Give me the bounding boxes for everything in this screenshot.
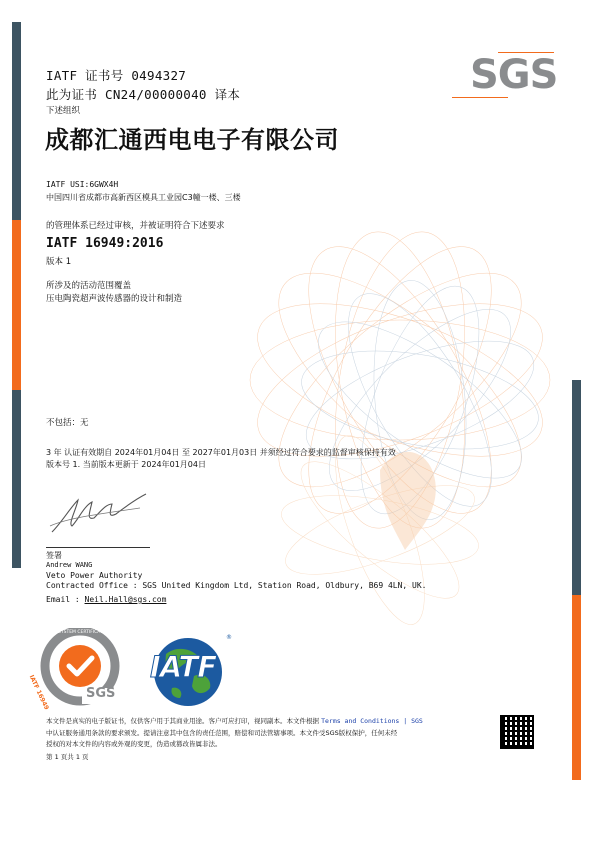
iatf-usi: IATF USI:6GWX4H	[46, 180, 119, 189]
exclusions-label: 不包括：	[46, 418, 81, 428]
right-bar-slate	[572, 380, 581, 595]
standard-name: IATF 16949:2016	[46, 236, 164, 251]
scope-intro: 所涉及的活动范围覆盖	[46, 281, 132, 291]
iatf-logo-text: IATF	[150, 650, 217, 684]
left-bar-orange	[12, 220, 21, 390]
exclusions-value: 无	[80, 418, 89, 428]
guilloche-watermark	[230, 170, 570, 640]
right-bar-orange	[572, 595, 581, 780]
left-bar-slate-top	[12, 22, 21, 220]
left-bar-slate-bottom	[12, 390, 21, 568]
certificate-number: IATF 证书号 0494327	[46, 68, 187, 83]
signatory-title: Veto Power Authority	[46, 571, 143, 580]
sgs-badge-top-text: SYSTEM CERTIFICATION	[58, 630, 111, 635]
sgs-badge-left-text: IATF 16949	[27, 674, 50, 712]
iatf-registered-mark: ®	[226, 634, 232, 641]
signatory-label: 签署	[46, 551, 62, 560]
company-address: 中国四川省成都市高新西区模具工业园C3幢一楼、三楼	[46, 193, 241, 202]
footer-notice	[46, 716, 496, 751]
signature-line	[46, 547, 150, 548]
footer-line-2: 中认证服务通用条款的要求颁发。提请注意其中包含的责任范围，赔偿和司法管辖事项。本文件受SGS版权保护，任何未经	[46, 728, 398, 737]
scope-text: 压电陶瓷超声波传感器的设计和制造	[46, 294, 183, 304]
validity-line-1: 3 年 认证有效期自 2024年01月04日 至 2027年01月03日 并须经过符合要求的监督审核保持有效	[46, 448, 396, 457]
standard-edition: 版本 1	[46, 257, 72, 267]
footer-line-1-text: 本文件是真实的电子版证书，仅供客户用于其商业用途。客户可应打印，视同副本。本文件根据	[46, 717, 322, 725]
qr-code[interactable]	[500, 715, 534, 749]
footer-line-3: 授权的对本文件的内容或外观的变更，伪造或篡改皆属非法。	[46, 740, 222, 748]
email-link[interactable]: Neil.Hall@sgs.com	[84, 595, 167, 604]
terms-link[interactable]: Terms and Conditions | SGS	[321, 717, 423, 725]
signature-image	[48, 488, 154, 540]
translation-line: 此为证书 CN24/00000040 译本	[46, 87, 241, 102]
signatory-name: Andrew WANG	[46, 561, 93, 569]
validity-line-2: 版本号 1. 当前版本更新于 2024年01月04日	[46, 460, 206, 469]
sgs-badge-bottom-text: SGS	[86, 686, 116, 701]
page-number: 第 1 页共 1 页	[46, 753, 89, 761]
sgs-logo	[452, 52, 558, 100]
audit-statement: 的管理体系已经过审核，并被证明符合下述要求	[46, 221, 225, 231]
contracted-office: Contracted Office : SGS United Kingdom Ltd, Station Road, Oldbury, B69 4LN, UK.	[46, 581, 427, 590]
sgs-logo-text: SGS	[470, 52, 558, 98]
organization-intro: 下述组织	[46, 106, 81, 116]
footer-line-1	[46, 716, 496, 728]
company-name: 成都汇通西电电子有限公司	[45, 126, 339, 154]
email-label: Email :	[46, 595, 85, 604]
email-row	[46, 595, 166, 604]
